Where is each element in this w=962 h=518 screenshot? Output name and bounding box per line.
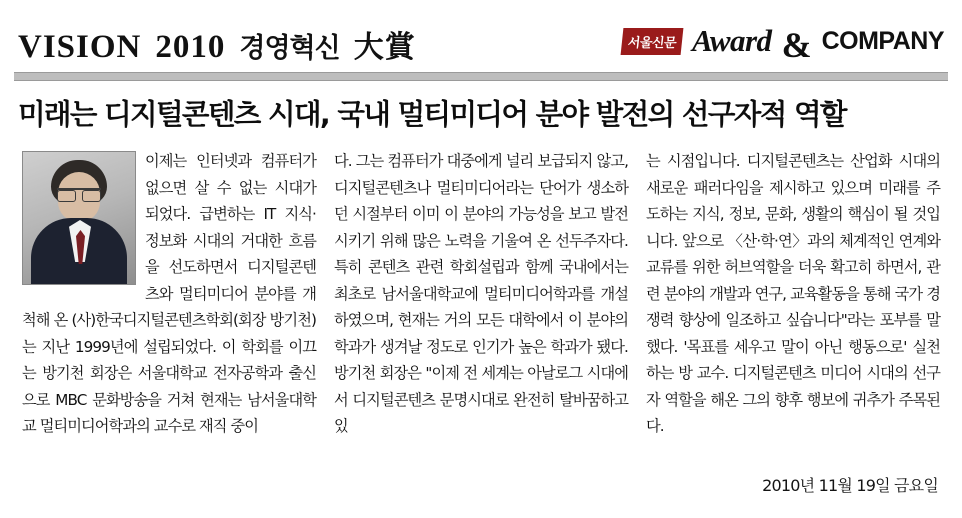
masthead-brand-group bbox=[622, 20, 944, 65]
article-column-1 bbox=[22, 148, 316, 440]
article-column-2 bbox=[334, 148, 628, 440]
masthead-subject-korean: 경영혁신 bbox=[239, 33, 340, 64]
article-headline: 미래는 디지털콘텐츠 시대, 국내 멀티미디어 분야 발전의 선구자적 역할 bbox=[18, 98, 846, 131]
masthead-award-hanja: 大賞 bbox=[353, 30, 416, 65]
masthead-divider bbox=[14, 72, 948, 81]
article-paragraph: 이제는 인터넷과 컴퓨터가 없으면 살 수 없는 시대가 되었다. 급변하는 IT 지식· 정보화 시대의 거대한 흐름을 선도하면서 디지털콘텐츠와 멀티미디어 분야를 개척해 온 (사)한국디지털콘텐츠학회(회장 방기천)는 지난 1999년에 설립되었다. 이 학회를 이끄는 방기천 회장은 서울대학교 전자공학과 출신으로 MBC 문화방송을 거쳐 현재는 남서울대학교 멀티미디어학과의 교수로 재직 중이 bbox=[22, 152, 316, 435]
masthead-vision-year: 2010 bbox=[155, 29, 226, 65]
article-body bbox=[22, 148, 940, 440]
masthead-company-word: COMPANY bbox=[821, 26, 944, 55]
masthead bbox=[18, 18, 944, 70]
article-paragraph: 는 시점입니다. 디지털콘텐츠는 산업화 시대의 새로운 패러다임을 제시하고 있으며 미래를 주도하는 지식, 정보, 문화, 생활의 핵심이 될 것입니다. 앞으로 〈산·학·연〉과의 체계적인 연계와 교류를 위한 허브역할을 더욱 확고히 하면서, 관련 분야의 개발과 연구, 교육활동을 통해 국가 경쟁력 향상에 일조하고 싶습니다"라는 포부를 말했다. '목표를 세우고 말이 아닌 행동으로' 실천하는 방 교수. 디지털콘텐츠 미디어 시대의 선구자 역할을 해온 그의 향후 행보에 귀추가 주목된다. bbox=[646, 152, 940, 435]
newspaper-logo: 서울신문 bbox=[620, 28, 683, 55]
article-paragraph: 다. 그는 컴퓨터가 대중에게 널리 보급되지 않고, 디지털콘텐츠나 멀티미디어라는 단어가 생소하던 시절부터 이미 이 분야의 가능성을 보고 발전시키기 위해 많은 노력을 기울여 온 선두주자다. 특히 콘텐츠 관련 학회설립과 함께 국내에서는 최초로 남서울대학교에 멀티미디어학과를 개설하였으며, 현재는 거의 모든 대학에서 이 분야의 학과가 생겨날 정도로 인기가 높은 학과가 됐다. 방기천 회장은 "이제 전 세계는 아날로그 시대에서 디지털콘텐츠 문명시대로 완전히 탈바꿈하고 있 bbox=[334, 152, 628, 435]
ampersand-icon: & bbox=[781, 25, 812, 65]
portrait-photo bbox=[22, 151, 136, 285]
glasses-icon bbox=[57, 188, 101, 201]
article-column-3 bbox=[646, 148, 940, 440]
masthead-award-word: Award bbox=[691, 23, 772, 58]
publication-date: 2010년 11월 19일 금요일 bbox=[762, 476, 938, 495]
masthead-title-group bbox=[18, 22, 416, 66]
masthead-vision-word: VISION bbox=[18, 29, 142, 65]
